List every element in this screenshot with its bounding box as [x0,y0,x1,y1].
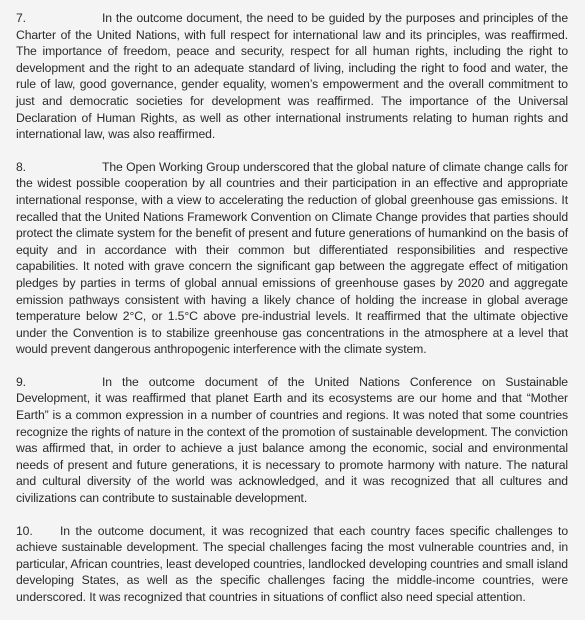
paragraph-number: 8. [16,159,26,174]
paragraph-text: In the outcome document of the United Nations Conference on Sustainable Development, it was reaffirmed that planet Earth and its ecosystems are our home and that “Mother Earth” is a common expression in a number of countries and regions. It was noted that some countries recognize the rights of nature in the context of the promotion of sustainable development. The conviction was affirmed that, in order to achieve a just balance among the economic, social and environmental needs of present and future generations, it is necessary to promote harmony with nature. The natural and cultural diversity of the world was acknowledged, and it was recognized that all cultures and civilizations can contribute to sustainable development. [16,374,568,506]
paragraph-7 [16,10,568,143]
paragraph-9 [16,374,568,507]
paragraph-text: In the outcome document, it was recognized that each country faces specific challenges to achieve sustainable development. The special challenges facing the most vulnerable countries and, in particular, African countries, least developed countries, landlocked developing countries and small island developing States, as well as the specific challenges facing the middle-income countries, were underscored. It was recognized that countries in situations of conflict also need special attention. [16,523,568,604]
paragraph-number: 7. [16,11,26,25]
paragraph-8 [16,159,568,358]
paragraph-text: The Open Working Group underscored that the global nature of climate change calls for the widest possible cooperation by all countries and their participation in an effective and appropriate international response, with a view to accelerating the reduction of global greenhouse gas emissions. It recalled that the United Nations Framework Convention on Climate Change provides that parties should protect the climate system for the benefit of present and future generations of humankind on the basis of equity and in accordance with their common but differentiated responsibilities and respective capabilities. It noted with grave concern the significant gap between the aggregate effect of mitigation pledges by parties in terms of global annual emissions of greenhouse gases by 2020 and aggregate emission pathways consistent with having a likely chance of holding the increase in global average temperature below 2°C, or 1.5°C above pre-industrial levels. It reaffirmed that the ultimate objective under the Convention is to stabilize greenhouse gas concentrations in the atmosphere at a level that would prevent dangerous anthropogenic interference with the climate system. [16,159,568,357]
paragraph-text: In the outcome document, the need to be guided by the purposes and principles of the Charter of the United Nations, with full respect for international law and its principles, was reaffirmed. The importance of freedom, peace and security, respect for all human rights, including the right to development and the right to an adequate standard of living, including the right to food and water, the rule of law, good governance, gender equality, women’s empowerment and the overall commitment to just and democratic societies for development was reaffirmed. The importance of the Universal Declaration of Human Rights, as well as other international instruments relating to human rights and international law, was also reaffirmed. [16,11,568,142]
paragraph-10 [16,523,568,606]
paragraph-number: 9. [16,374,26,389]
paragraph-number: 10. [16,523,33,538]
